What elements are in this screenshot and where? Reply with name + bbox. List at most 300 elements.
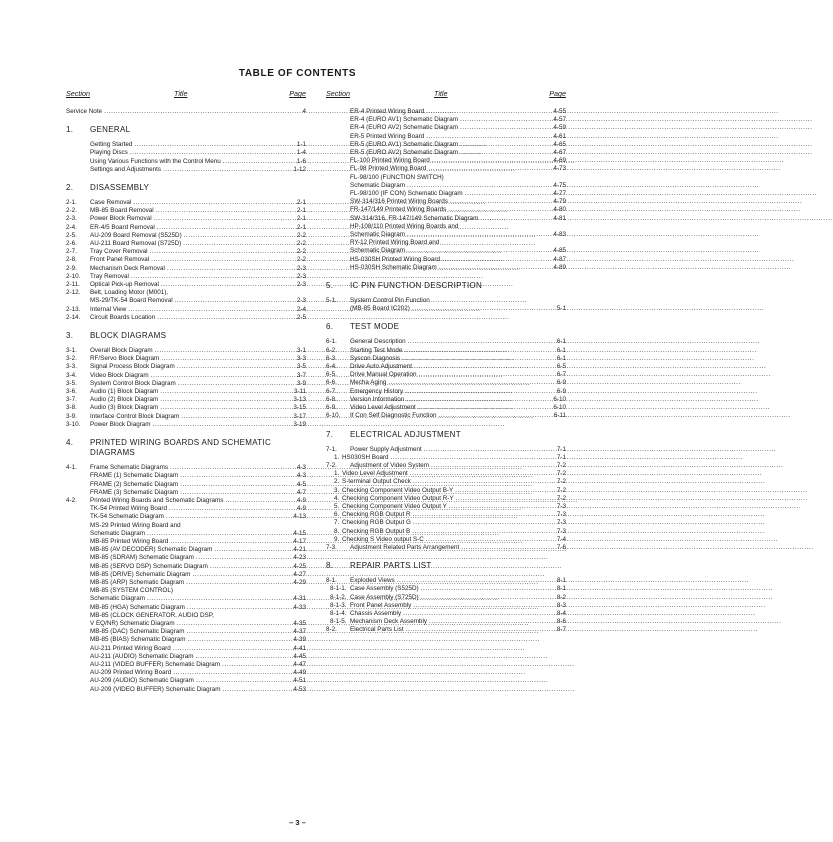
chapter-heading[interactable]	[326, 430, 566, 440]
toc-left-column	[66, 90, 306, 694]
chapter-heading[interactable]	[66, 125, 306, 135]
toc-page: 3-13	[293, 396, 306, 404]
toc-page: 3-1	[296, 347, 306, 355]
toc-entry[interactable]	[326, 157, 566, 165]
toc-entry[interactable]	[326, 108, 566, 116]
toc-title: AU-211 (VIDEO BUFFER) Schematic Diagram	[90, 660, 221, 668]
toc-entry[interactable]	[66, 240, 306, 248]
toc-number: 4-1.	[66, 464, 77, 472]
leader-dots	[160, 404, 291, 412]
toc-page: 6-9	[556, 387, 566, 395]
chapter-heading[interactable]	[326, 561, 566, 571]
toc-title: Checking RGB Output G	[342, 519, 411, 527]
toc-number: 6-1.	[326, 338, 337, 346]
toc-entry[interactable]	[66, 289, 306, 305]
toc-title: FL-98 Printed Wiring Board	[350, 165, 427, 173]
toc-entry[interactable]	[66, 472, 306, 480]
toc-title: FRAME (2) Schematic Diagram	[90, 480, 179, 488]
toc-page: 7-1	[556, 453, 566, 461]
toc-page: 2-3	[296, 297, 306, 305]
toc-entry[interactable]	[326, 528, 566, 536]
toc-number: 6-4.	[326, 363, 337, 371]
toc-page: 4-77	[553, 190, 566, 198]
toc-page: 8-1	[556, 585, 566, 593]
chapter-heading[interactable]	[326, 322, 566, 332]
toc-number: 3-9.	[66, 412, 77, 420]
toc-entry[interactable]	[326, 149, 566, 157]
toc-number: 3-7.	[66, 396, 77, 404]
toc-entry[interactable]	[66, 645, 306, 653]
toc-entry[interactable]	[66, 265, 306, 273]
leader-dots	[406, 396, 551, 404]
toc-title: MB-85 (HGA) Schematic Diagram	[90, 603, 185, 611]
toc-page: 6-10	[553, 395, 566, 403]
toc-entry[interactable]	[66, 677, 306, 685]
toc-entry[interactable]	[326, 256, 566, 264]
toc-entry[interactable]	[66, 224, 306, 232]
toc-page: 8-6	[556, 618, 566, 626]
leader-dots	[147, 595, 291, 603]
toc-title: If Con Self Diagnostic Function	[350, 412, 437, 420]
toc-title: Front Panel Removal	[90, 256, 150, 264]
toc-page: 4-7	[296, 488, 306, 496]
toc-entry[interactable]	[66, 166, 306, 174]
toc-title: ER-5 Printed Wiring Board	[350, 132, 425, 140]
toc-title: Schematic Diagram	[350, 181, 405, 189]
chapter-number: 1.	[66, 125, 74, 135]
leader-dots	[151, 256, 295, 264]
leader-dots	[147, 530, 291, 538]
toc-entry[interactable]	[66, 363, 306, 371]
leader-dots	[170, 464, 295, 472]
chapter-heading[interactable]	[66, 183, 306, 193]
toc-entry[interactable]	[66, 314, 306, 322]
toc-entry[interactable]	[326, 182, 566, 190]
toc-entry[interactable]	[326, 495, 566, 503]
leader-dots	[460, 141, 551, 149]
toc-title: Version Information	[350, 395, 405, 403]
toc-page: 4-65	[553, 140, 566, 148]
toc-title: AU-211 Printed Wiring Board	[90, 644, 171, 652]
toc-entry[interactable]	[326, 297, 566, 313]
toc-page: 4-25	[293, 562, 306, 570]
toc-page: 2-3	[296, 264, 306, 272]
toc-entry[interactable]	[66, 388, 306, 396]
toc-page: 4-21	[293, 546, 306, 554]
chapter-heading[interactable]	[66, 331, 306, 341]
toc-page: 2-4	[296, 305, 306, 313]
leader-dots	[460, 149, 551, 157]
toc-entry[interactable]	[326, 215, 566, 223]
toc-entry[interactable]	[326, 363, 566, 371]
toc-title: ER-4/5 Board Removal	[90, 223, 155, 231]
leader-dots	[402, 355, 555, 363]
toc-entry[interactable]	[326, 577, 566, 585]
toc-title: MB-85 (DAC) Schematic Diagram	[90, 628, 185, 636]
leader-dots	[448, 206, 551, 214]
toc-entry[interactable]	[326, 446, 566, 454]
toc-title: Belt, Loading Motor (M001),	[90, 289, 169, 297]
toc-number: 2-10.	[66, 272, 81, 280]
leader-dots	[460, 124, 551, 132]
toc-entry[interactable]	[326, 264, 566, 272]
toc-page: 4-87	[553, 255, 566, 263]
toc-entry[interactable]	[66, 141, 306, 149]
toc-number: 8-1-2.	[330, 593, 347, 601]
toc-title: Video Block Diagram	[90, 371, 149, 379]
toc-entry[interactable]	[66, 513, 306, 521]
toc-entry[interactable]	[326, 124, 566, 132]
toc-entry[interactable]	[326, 462, 566, 470]
toc-entry[interactable]	[326, 355, 566, 363]
toc-entry[interactable]	[66, 355, 306, 363]
leader-dots	[388, 379, 554, 387]
toc-title: SW-314/316 Printed Wiring Boards	[350, 198, 448, 206]
toc-title: Case Assembly (S725D)	[350, 593, 419, 601]
toc-page: 4-57	[553, 116, 566, 124]
toc-page: 8-3	[556, 601, 566, 609]
toc-entry[interactable]	[66, 604, 306, 612]
toc-number: 3-10.	[66, 420, 81, 428]
toc-entry[interactable]	[326, 396, 566, 404]
toc-number: 6-7.	[326, 387, 337, 395]
toc-title: MB-85 Printed Wiring Board	[90, 537, 169, 545]
toc-entry[interactable]	[326, 198, 566, 206]
toc-entry[interactable]	[66, 149, 306, 157]
toc-entry[interactable]	[326, 602, 566, 610]
toc-entry[interactable]	[326, 379, 566, 387]
toc-title: Schematic Diagram	[350, 247, 405, 255]
leader-dots	[184, 232, 295, 240]
chapter-heading[interactable]	[326, 281, 566, 291]
toc-entry[interactable]	[326, 347, 566, 355]
leader-dots	[181, 413, 291, 421]
toc-entry[interactable]	[66, 563, 306, 571]
toc-entry-line[interactable]	[326, 174, 566, 182]
toc-entry[interactable]	[66, 628, 306, 636]
toc-title: MB-85 (ARP) Schematic Diagram	[90, 578, 185, 586]
toc-page: 4-79	[553, 198, 566, 206]
toc-entry[interactable]	[66, 306, 306, 314]
toc-title: FL-98/100 (FUNCTION SWITCH)	[350, 173, 444, 181]
toc-title: FL-100 Printed Wiring Board	[350, 157, 430, 165]
toc-entry[interactable]	[66, 579, 306, 587]
leader-dots	[186, 579, 291, 587]
toc-title: Signal Process Block Diagram	[90, 363, 175, 371]
toc-entry[interactable]	[326, 626, 566, 634]
toc-entry[interactable]	[66, 661, 306, 669]
leader-dots	[429, 618, 555, 626]
toc-title: System Control Pin Function	[350, 297, 430, 305]
toc-title: Adjustment of Video System	[350, 461, 429, 469]
toc-entry[interactable]	[66, 273, 306, 281]
toc-page: 4-9	[296, 496, 306, 504]
toc-entry[interactable]	[66, 421, 306, 429]
toc-title: Circuit Boards Location	[90, 313, 156, 321]
toc-entry[interactable]	[326, 478, 566, 486]
toc-title: Mechanism Deck Assembly	[350, 618, 427, 626]
leader-dots	[178, 380, 295, 388]
toc-title: Frame Schematic Diagrams	[90, 464, 169, 472]
toc-page: 1-1	[296, 141, 306, 149]
toc-entry-line[interactable]	[66, 522, 306, 530]
toc-entry[interactable]	[326, 454, 566, 462]
toc-page: 4-89	[553, 263, 566, 271]
toc-page: 8-1	[556, 577, 566, 585]
toc-entry-line[interactable]	[326, 239, 566, 247]
toc-number: 2-2.	[66, 207, 77, 215]
toc-number: 8-1-1.	[330, 585, 347, 593]
toc-entry[interactable]	[326, 511, 566, 519]
leader-dots	[133, 199, 295, 207]
leader-dots	[223, 686, 292, 694]
leader-dots	[442, 256, 551, 264]
leader-dots	[412, 528, 555, 536]
toc-entry[interactable]	[66, 256, 306, 264]
toc-page: 4-61	[553, 132, 566, 140]
leader-dots	[151, 372, 295, 380]
toc-title: SW-314/316, FR-147/149 Schematic Diagram	[350, 214, 479, 222]
toc-title: ER-5 (EURO AV1) Schematic Diagram	[350, 140, 459, 148]
leader-dots	[177, 363, 295, 371]
toc-entry[interactable]	[326, 618, 566, 626]
leader-dots	[157, 224, 295, 232]
toc-page: 7-4	[556, 535, 566, 543]
toc-number: 2-8.	[66, 256, 77, 264]
toc-entry[interactable]	[326, 487, 566, 495]
toc-entry[interactable]	[66, 636, 306, 644]
toc-entry[interactable]	[66, 199, 306, 207]
header-section: Section	[326, 89, 350, 98]
toc-title: Schematic Diagram	[90, 595, 145, 603]
toc-page: 1-12	[293, 165, 306, 173]
toc-title: Checking Component Video Output Y	[342, 502, 447, 510]
toc-entry[interactable]	[66, 281, 306, 289]
chapter-title-cont: DIAGRAMS	[90, 448, 136, 458]
toc-title: S-terminal Output Check	[342, 478, 411, 486]
toc-entry[interactable]	[326, 594, 566, 602]
toc-page: 4-85	[553, 247, 566, 255]
toc-entry[interactable]	[66, 530, 306, 538]
toc-page: 7-6	[556, 543, 566, 551]
toc-title: Mecha Aging	[350, 379, 387, 387]
toc-entry[interactable]	[326, 165, 566, 173]
toc-entry[interactable]	[66, 404, 306, 412]
toc-right-column	[326, 90, 566, 635]
toc-number: 8.	[334, 527, 340, 535]
toc-entry[interactable]	[66, 497, 306, 505]
toc-entry[interactable]	[66, 571, 306, 579]
toc-entry[interactable]	[66, 248, 306, 256]
toc-title: Audio (3) Block Diagram	[90, 404, 159, 412]
toc-entry-line[interactable]	[66, 587, 306, 595]
toc-entry[interactable]	[66, 686, 306, 694]
toc-entry[interactable]	[326, 231, 566, 239]
toc-entry[interactable]	[66, 669, 306, 677]
toc-entry[interactable]	[326, 585, 566, 593]
toc-entry[interactable]	[66, 232, 306, 240]
toc-page: 2-2	[296, 240, 306, 248]
toc-entry[interactable]	[66, 554, 306, 562]
toc-entry[interactable]	[66, 372, 306, 380]
toc-entry[interactable]	[66, 207, 306, 215]
toc-title: Exploded Views	[350, 577, 395, 585]
toc-entry[interactable]	[326, 190, 566, 198]
leader-dots	[155, 347, 295, 355]
toc-entry[interactable]	[326, 412, 566, 420]
toc-title: Checking S Video output S-C	[342, 535, 424, 543]
toc-entry[interactable]	[66, 396, 306, 404]
toc-page: 2-5	[296, 313, 306, 321]
toc-page: 6-1	[556, 354, 566, 362]
toc-title: Interface Control Block Diagram	[90, 412, 180, 420]
toc-entry[interactable]	[326, 247, 566, 255]
toc-number: 9.	[334, 535, 340, 543]
header-title: Title	[174, 89, 188, 98]
toc-entry[interactable]	[326, 133, 566, 141]
toc-title: Getting Started	[90, 141, 133, 149]
toc-entry[interactable]	[326, 141, 566, 149]
toc-number: 6-5.	[326, 371, 337, 379]
chapter-heading[interactable]	[66, 438, 306, 458]
toc-page: 6-7	[556, 371, 566, 379]
toc-entry[interactable]	[66, 481, 306, 489]
leader-dots	[407, 231, 551, 239]
toc-title: MB-85 (DRIVE) Schematic Diagram	[90, 570, 191, 578]
toc-page: 4-35	[293, 619, 306, 627]
leader-dots	[455, 487, 555, 495]
leader-dots	[173, 669, 291, 677]
toc-page: 4-13	[293, 513, 306, 521]
leader-dots	[407, 182, 551, 190]
toc-page: 7-3	[556, 527, 566, 535]
toc-title: Chassis Assembly	[350, 609, 402, 617]
toc-page: 4-53	[293, 685, 306, 693]
toc-title: Service Note	[66, 108, 103, 115]
header-page: Page	[549, 89, 566, 98]
toc-title: Overall Block Diagram	[90, 347, 153, 355]
toc-entry[interactable]	[66, 489, 306, 497]
toc-entry[interactable]	[66, 546, 306, 554]
toc-number: 3-1.	[66, 347, 77, 355]
leader-dots	[210, 563, 292, 571]
toc-entry[interactable]	[66, 464, 306, 472]
toc-entry[interactable]	[66, 380, 306, 388]
toc-number: 3-4.	[66, 371, 77, 379]
toc-entry[interactable]	[66, 595, 306, 603]
leader-dots	[170, 538, 291, 546]
chapter-number: 2.	[66, 183, 74, 193]
toc-title: AU-211 (AUDIO) Schematic Diagram	[90, 652, 194, 660]
toc-page: 2-1	[296, 215, 306, 223]
toc-title: MB-85 Board Removal	[90, 207, 154, 215]
toc-number: 8-1-3.	[330, 601, 347, 609]
toc-title: FRAME (3) Schematic Diagram	[90, 488, 179, 496]
toc-number: 6-9.	[326, 404, 337, 412]
leader-dots	[222, 661, 291, 669]
toc-number: 8-1-4.	[330, 609, 347, 617]
toc-title: (MB-85 Board IC202)	[350, 305, 410, 313]
toc-title: Checking RGB Output B	[342, 527, 411, 535]
toc-title: MB-85 (AV DECODER) Schematic Diagram	[90, 546, 213, 554]
toc-page: 7-2	[556, 461, 566, 469]
toc-title: MB-85 (CLOCK GENERATOR, AUDIO DSP,	[90, 611, 214, 619]
chapter-number: 4.	[66, 438, 74, 448]
toc-title: Tray Removal	[90, 272, 129, 280]
leader-dots	[439, 264, 552, 272]
leader-dots	[177, 620, 292, 628]
toc-entry[interactable]	[66, 215, 306, 223]
toc-entry[interactable]	[326, 206, 566, 214]
toc-entry[interactable]	[326, 404, 566, 412]
toc-page: 2-2	[296, 256, 306, 264]
toc-entry[interactable]	[326, 536, 566, 544]
toc-entry[interactable]	[326, 116, 566, 124]
toc-entry[interactable]	[326, 519, 566, 527]
toc-entry[interactable]	[66, 347, 306, 355]
leader-dots	[150, 248, 295, 256]
toc-title: AU-209 (VIDEO BUFFER) Schematic Diagram	[90, 685, 221, 693]
toc-number: 6-8.	[326, 395, 337, 403]
toc-title: MB-85 (BIAS) Schematic Diagram	[90, 636, 186, 644]
toc-title: Checking Component Video Output B-Y	[342, 486, 454, 494]
leader-dots	[131, 273, 295, 281]
toc-entry-line[interactable]	[66, 612, 306, 620]
chapter-title: REPAIR PARTS LIST	[350, 561, 432, 571]
toc-entry[interactable]	[326, 544, 566, 552]
toc-page: 7-3	[556, 511, 566, 519]
toc-entry[interactable]	[326, 388, 566, 396]
toc-entry-line[interactable]	[326, 223, 566, 231]
leader-dots	[424, 446, 555, 454]
toc-title: Electrical Parts List	[350, 626, 404, 634]
toc-page: 4-55	[553, 108, 566, 115]
leader-dots	[161, 355, 295, 363]
toc-number: 2-6.	[66, 240, 77, 248]
toc-entry[interactable]	[66, 653, 306, 661]
header-page: Page	[289, 89, 306, 98]
chapter-number: 8.	[326, 561, 334, 571]
toc-entry[interactable]	[326, 470, 566, 478]
leader-dots	[161, 281, 295, 289]
toc-entry[interactable]	[326, 503, 566, 511]
toc-page: 6-1	[556, 338, 566, 346]
leader-dots	[156, 207, 295, 215]
leader-dots	[408, 338, 555, 346]
toc-entry-service-note[interactable]	[66, 108, 306, 116]
toc-page: 4-3	[296, 464, 306, 472]
toc-title: MB-85 (SDRAM) Schematic Diagram	[90, 554, 194, 562]
toc-page: 3-11	[293, 388, 306, 396]
toc-entry[interactable]	[326, 338, 566, 346]
leader-dots	[175, 297, 295, 305]
leader-dots	[192, 571, 291, 579]
toc-entry[interactable]	[66, 505, 306, 513]
toc-page: 2-3	[296, 272, 306, 280]
toc-entry[interactable]	[66, 620, 306, 628]
toc-entry[interactable]	[66, 538, 306, 546]
toc-entry[interactable]	[326, 371, 566, 379]
toc-page: 4-49	[293, 669, 306, 677]
toc-entry[interactable]	[326, 610, 566, 618]
toc-page: 4-23	[293, 554, 306, 562]
toc-page: 3-5	[296, 363, 306, 371]
toc-entry[interactable]	[66, 413, 306, 421]
toc-page: 4-5	[296, 480, 306, 488]
leader-dots	[438, 412, 551, 420]
toc-entry[interactable]	[66, 158, 306, 166]
toc-title: ER-5 (EURO AV2) Schematic Diagram	[350, 149, 459, 157]
